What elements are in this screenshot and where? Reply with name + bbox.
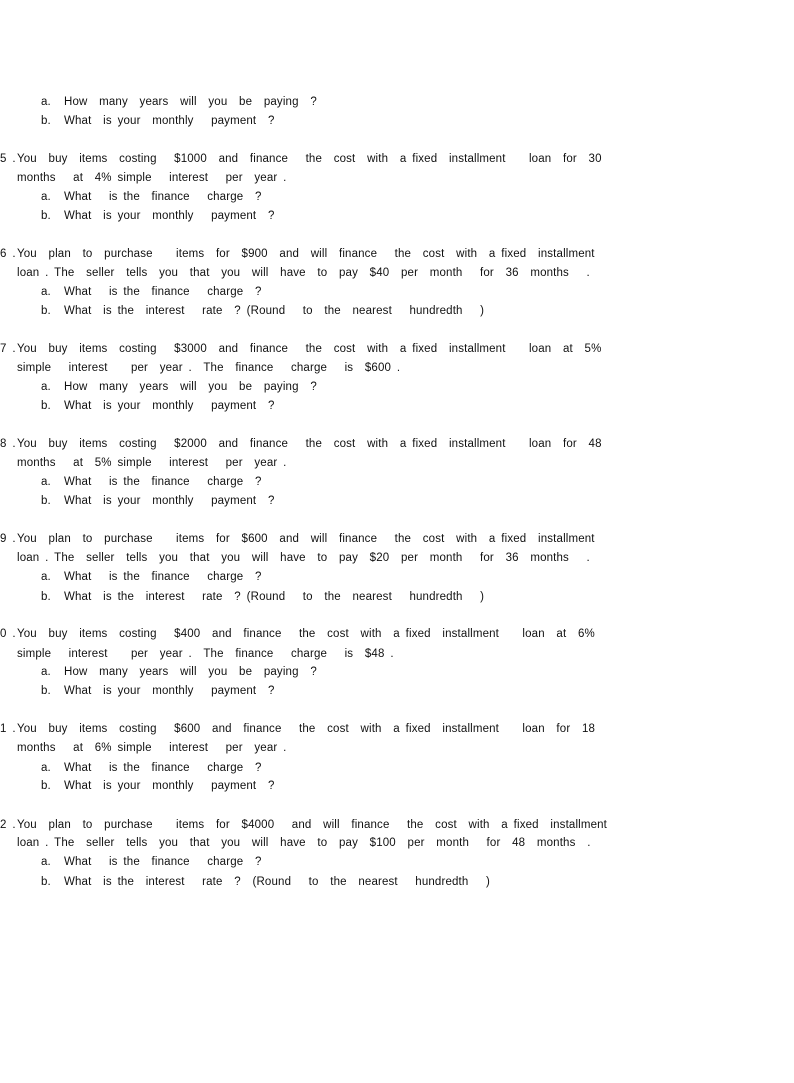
problem-text-line: You buy items costing $600 and finance the cost with a fixed installment loan for 18 (17, 723, 596, 735)
problem-text-line: You plan to purchase items for $4000 and will finance the cost with a fixed installment (17, 819, 608, 831)
problem-text-line: You buy items costing $400 and finance the cost with a fixed installment loan at 6% (17, 628, 595, 640)
sub-question-label: b. (41, 591, 51, 603)
problem-number: 2 . (0, 819, 16, 831)
sub-question-label: a. (41, 666, 51, 678)
problem-number: 7 . (0, 343, 16, 355)
sub-question-label: a. (41, 762, 51, 774)
sub-question-label: b. (41, 115, 51, 127)
sub-question-label: b. (41, 780, 51, 792)
sub-question-label: a. (41, 476, 51, 488)
sub-question-label: b. (41, 685, 51, 697)
sub-question-label: a. (41, 96, 51, 108)
sub-question-text: What is the finance charge ? (64, 762, 262, 774)
sub-question-label: a. (41, 856, 51, 868)
sub-question-text: What is the finance charge ? (64, 856, 262, 868)
sub-question-text: What is your monthly payment ? (64, 780, 275, 792)
sub-question-text: What is the finance charge ? (64, 286, 262, 298)
sub-question-label: b. (41, 305, 51, 317)
problem-text-line: simple interest per year . The finance charge is $48 . (17, 648, 394, 660)
sub-question-text: What is the finance charge ? (64, 476, 262, 488)
problem-number: 6 . (0, 248, 16, 260)
problem-number: 8 . (0, 438, 16, 450)
problem-text-line: simple interest per year . The finance charge is $600 . (17, 362, 401, 374)
sub-question-text: What is your monthly payment ? (64, 495, 275, 507)
sub-question-text: How many years will you be paying ? (64, 666, 317, 678)
sub-question-label: a. (41, 381, 51, 393)
problem-number: 5 . (0, 153, 16, 165)
problem-text-line: months at 6% simple interest per year . (17, 742, 287, 754)
sub-question-text: What is the interest rate ? (Round to the nearest hundredth ) (64, 591, 485, 603)
sub-question-text: What is your monthly payment ? (64, 400, 275, 412)
sub-question-text: How many years will you be paying ? (64, 96, 317, 108)
problem-text-line: loan . The seller tells you that you will have to pay $40 per month for 36 months . (17, 267, 590, 279)
sub-question-text: How many years will you be paying ? (64, 381, 317, 393)
problem-text-line: You buy items costing $2000 and finance the cost with a fixed installment loan for 48 (17, 438, 602, 450)
problem-text-line: You plan to purchase items for $600 and will finance the cost with a fixed installment (17, 533, 595, 545)
sub-question-text: What is the interest rate ? (Round to the nearest hundredth ) (64, 305, 485, 317)
sub-question-text: What is your monthly payment ? (64, 210, 275, 222)
problem-number: 0 . (0, 628, 16, 640)
problem-text-line: You plan to purchase items for $900 and will finance the cost with a fixed installment (17, 248, 595, 260)
sub-question-text: What is the finance charge ? (64, 191, 262, 203)
sub-question-label: a. (41, 571, 51, 583)
sub-question-label: b. (41, 210, 51, 222)
sub-question-label: b. (41, 876, 51, 888)
sub-question-text: What is the interest rate ? (Round to the nearest hundredth ) (64, 876, 490, 888)
sub-question-label: b. (41, 495, 51, 507)
sub-question-text: What is your monthly payment ? (64, 685, 275, 697)
sub-question-label: b. (41, 400, 51, 412)
sub-question-label: a. (41, 191, 51, 203)
problem-text-line: months at 5% simple interest per year . (17, 457, 287, 469)
problem-text-line: months at 4% simple interest per year . (17, 172, 287, 184)
problem-text-line: You buy items costing $1000 and finance the cost with a fixed installment loan for 30 (17, 153, 602, 165)
sub-question-text: What is the finance charge ? (64, 571, 262, 583)
sub-question-text: What is your monthly payment ? (64, 115, 275, 127)
problem-text-line: You buy items costing $3000 and finance the cost with a fixed installment loan at 5% (17, 343, 602, 355)
problem-number: 9 . (0, 533, 16, 545)
problem-text-line: loan . The seller tells you that you will have to pay $100 per month for 48 months . (17, 837, 591, 849)
problem-number: 1 . (0, 723, 16, 735)
problem-text-line: loan . The seller tells you that you will have to pay $20 per month for 36 months . (17, 552, 590, 564)
sub-question-label: a. (41, 286, 51, 298)
